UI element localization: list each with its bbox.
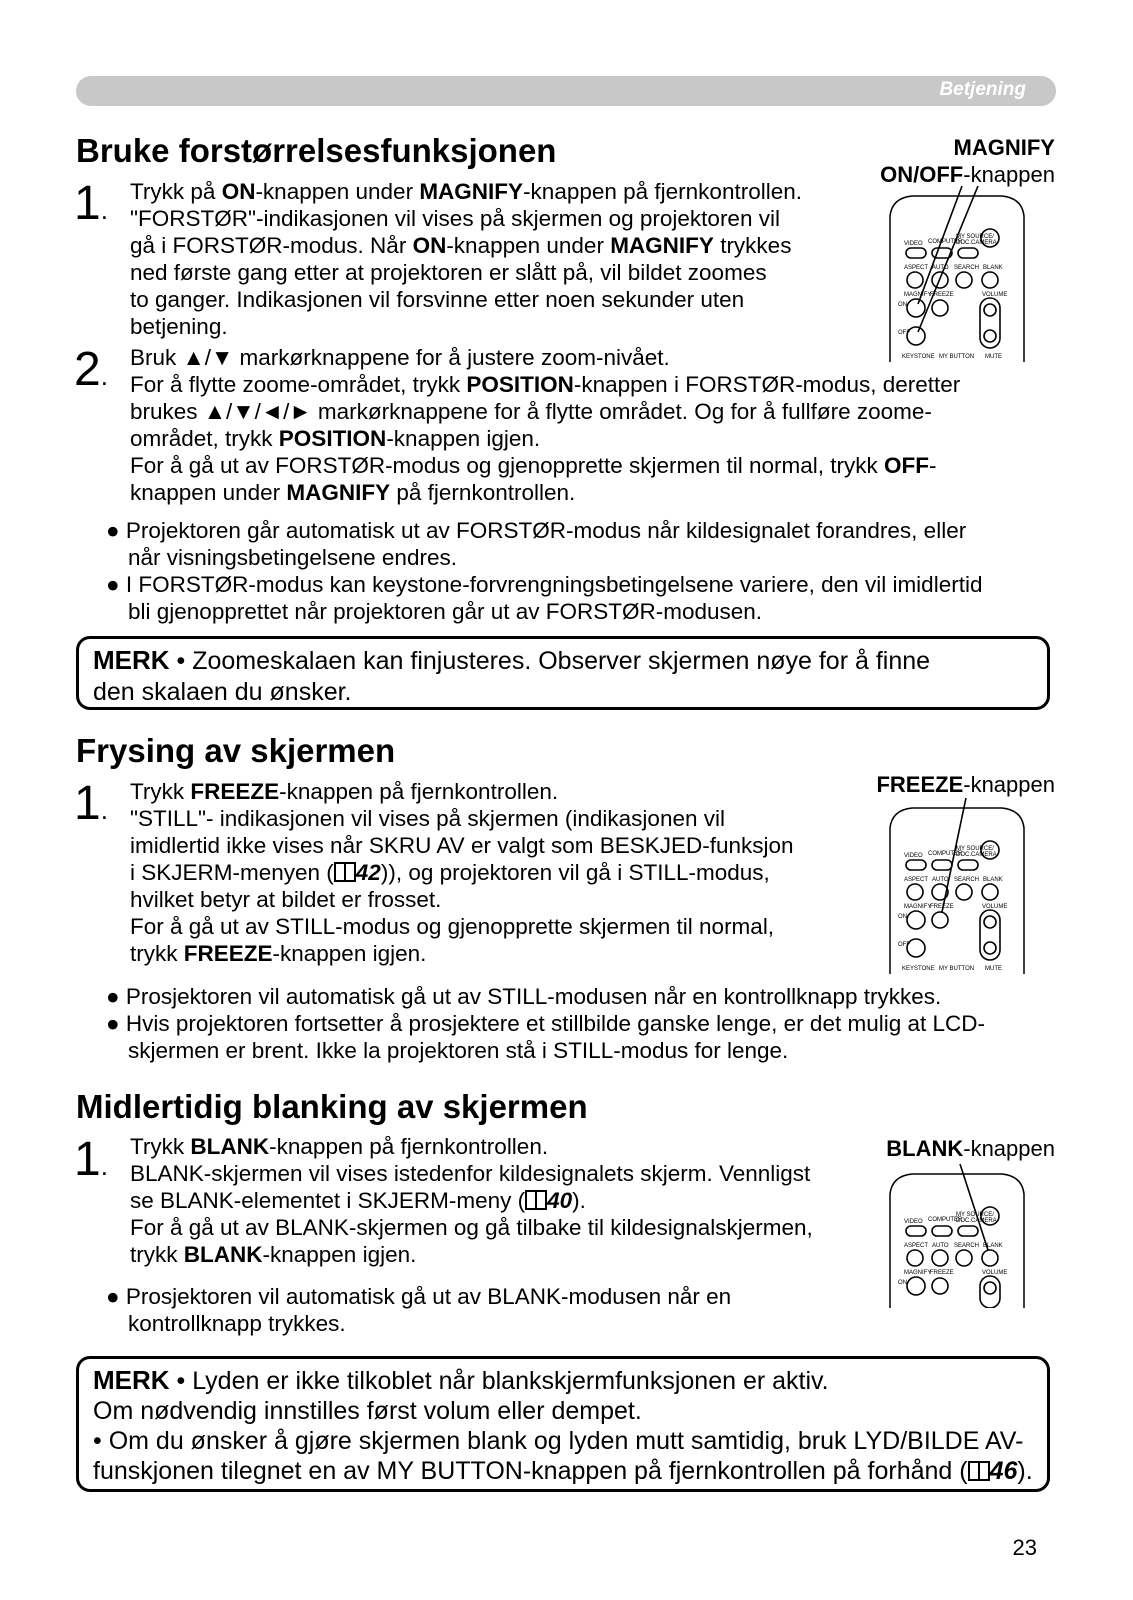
svg-text:MAGNIFY: MAGNIFY <box>904 292 932 298</box>
section-title-freeze: Frysing av skjermen <box>76 732 396 769</box>
svg-text:AUTO: AUTO <box>932 877 949 883</box>
svg-text:ASPECT: ASPECT <box>904 1243 929 1249</box>
svg-text:BLANK: BLANK <box>983 1243 1003 1249</box>
svg-text:OFF: OFF <box>898 330 910 336</box>
svg-text:FREEZE: FREEZE <box>930 292 954 298</box>
bullet-list: ● Projektoren går automatisk ut av FORSTØR-modus når kildesignalet forandres, eller når visningsbetingelsene endres. ● I FORSTØR-modus kan keystone-forvrengningsbetingelsene variere, den vil imidlertid bli gjenopprettet når projektoren går ut av FORSTØR-modusen. <box>106 518 983 624</box>
remote-illustration-freeze <box>882 798 1032 974</box>
blank-step1-text: Trykk BLANK-knappen på fjernkontrollen. BLANK-skjermen vil vises istedenfor kildesignalets skjerm. Vennligst se BLANK-elementet i SKJERM-meny ( 40). For å gå ut av BLANK-skjermen og gå tilbake til kildesignalskjermen, trykk BLANK-knappen igjen. <box>130 1134 813 1267</box>
svg-text:DOC.CAMERA: DOC.CAMERA <box>956 240 997 246</box>
page-reference[interactable]: 46 <box>989 1457 1018 1485</box>
step-number: 1. <box>74 1133 108 1186</box>
step-number: 1. <box>74 177 108 230</box>
svg-text:ON: ON <box>898 302 907 308</box>
svg-text:DOC.CAMERA: DOC.CAMERA <box>956 1218 997 1224</box>
step2-text: Bruk ▲/▼ markørknappene for å justere zoom-nivået. For å flytte zoome-området, trykk POSITION-knappen i FORSTØR-modus, deretter brukes ▲/▼/◄/► markørknappene for å flytte området. Og for å fullføre zoome- området, trykk POSITION-knappen igjen. For å gå ut av FORSTØR-modus og gjenopprette skjermen til normal, trykk OFF- knappen under MAGNIFY på fjernkontrollen. <box>130 345 961 505</box>
svg-text:AUTO: AUTO <box>932 265 949 271</box>
svg-text:ON: ON <box>898 914 907 920</box>
svg-text:ASPECT: ASPECT <box>904 877 929 883</box>
step-number: 2. <box>74 343 108 396</box>
note-box: MERK • Zoomeskalaen kan finjusteres. Observer skjermen nøye for å finne den skalaen du ønsker. <box>76 636 1050 710</box>
page-number: 23 <box>1012 1535 1037 1560</box>
page-reference[interactable]: 40 <box>547 1188 573 1213</box>
caption-line-2: ON/OFF-knappen <box>880 162 1055 187</box>
note-box: MERK • Lyden er ikke tilkoblet når blankskjermfunksjonen er aktiv. Om nødvendig innstilles først volum eller dempet. • Om du ønsker å gjøre skjermen blank og lyden mutt samtidig, bruk LYD/BILDE AV- funskjonen tilegnet en av MY BUTTON-knappen på fjernkontrollen på forhånd ( 46). <box>76 1356 1050 1492</box>
svg-text:COMPUTER: COMPUTER <box>928 1217 963 1223</box>
svg-text:BLANK: BLANK <box>983 265 1003 271</box>
svg-text:SEARCH: SEARCH <box>954 265 980 271</box>
svg-text:BLANK: BLANK <box>983 877 1003 883</box>
svg-text:MAGNIFY: MAGNIFY <box>904 1270 932 1276</box>
svg-text:MY BUTTON: MY BUTTON <box>939 966 975 972</box>
header-bar <box>76 76 1056 106</box>
svg-text:MY SOURCE/: MY SOURCE/ <box>956 846 994 852</box>
book-reference-icon <box>334 862 356 882</box>
section-title-magnify: Bruke forstørrelsesfunksjonen <box>76 132 557 169</box>
book-reference-icon <box>968 1461 990 1481</box>
svg-text:COMPUTER: COMPUTER <box>928 851 963 857</box>
freeze-step1-text: Trykk FREEZE-knappen på fjernkontrollen. "STILL"- indikasjonen vil vises på skjermen (indikasjonen vil imidlertid ikke vises når SKRU AV er valgt som BESKJED-funksjon i SKJERM-menyen ( 42)), og projektoren vil gå i STILL-modus, hvilket betyr at bildet er frosset. For å gå ut av STILL-modus og gjenopprette skjermen til normal, trykk FREEZE-knappen igjen. <box>130 779 794 966</box>
svg-text:MUTE: MUTE <box>985 966 1002 972</box>
freeze-caption: FREEZE-knappen <box>876 772 1055 797</box>
svg-text:COMPUTER: COMPUTER <box>928 239 963 245</box>
svg-text:VOLUME: VOLUME <box>982 904 1008 910</box>
svg-text:VIDEO: VIDEO <box>904 853 923 859</box>
magnify-caption <box>880 134 1055 188</box>
page-reference[interactable]: 42 <box>355 860 381 885</box>
svg-text:KEYSTONE: KEYSTONE <box>902 354 935 360</box>
svg-text:VIDEO: VIDEO <box>904 241 923 247</box>
step1-text: Trykk på ON-knappen under MAGNIFY-knappen på fjernkontrollen. "FORSTØR"-indikasjonen vil vises på skjermen og projektoren vil gå i FORSTØR-modus. Når ON-knappen under MAGNIFY trykkes ned første gang etter at projektoren er slått på, vil bildet zoomes to ganger. Indikasjonen vil forsvinne etter noen sekunder uten betjening. <box>130 179 802 339</box>
svg-text:SEARCH: SEARCH <box>954 877 980 883</box>
caption-line-1: MAGNIFY <box>953 135 1055 160</box>
svg-text:VOLUME: VOLUME <box>982 1270 1008 1276</box>
svg-text:ON: ON <box>898 1280 907 1286</box>
step-number: 1. <box>74 777 108 830</box>
bullet-list: ● Prosjektoren vil automatisk gå ut av BLANK-modusen når en kontrollknapp trykkes. <box>106 1284 732 1336</box>
svg-text:DOC.CAMERA: DOC.CAMERA <box>956 852 997 858</box>
svg-text:MY BUTTON: MY BUTTON <box>939 354 975 360</box>
section-label: Betjening <box>939 79 1026 100</box>
svg-text:MY SOURCE/: MY SOURCE/ <box>956 1212 994 1218</box>
bullet-list: ● Prosjektoren vil automatisk gå ut av STILL-modusen når en kontrollknapp trykkes. ● Hvis projektoren fortsetter å prosjektere et stillbilde ganske lenge, er det mulig at LCD- skjermen er brent. Ikke la projektoren stå i STILL-modus for lenge. <box>106 984 985 1063</box>
svg-text:MAGNIFY: MAGNIFY <box>904 904 932 910</box>
svg-text:FREEZE: FREEZE <box>930 904 954 910</box>
svg-text:OFF: OFF <box>898 942 910 948</box>
svg-text:FREEZE: FREEZE <box>930 1270 954 1276</box>
svg-text:MUTE: MUTE <box>985 354 1002 360</box>
remote-illustration-blank <box>882 1164 1032 1308</box>
section-title-blank: Midlertidig blanking av skjermen <box>76 1088 588 1125</box>
svg-text:VIDEO: VIDEO <box>904 1219 923 1225</box>
svg-text:KEYSTONE: KEYSTONE <box>902 966 935 972</box>
svg-text:MY SOURCE/: MY SOURCE/ <box>956 234 994 240</box>
blank-caption: BLANK-knappen <box>886 1136 1055 1161</box>
svg-text:VOLUME: VOLUME <box>982 292 1008 298</box>
remote-illustration-magnify <box>882 186 1032 362</box>
svg-text:AUTO: AUTO <box>932 1243 949 1249</box>
svg-text:SEARCH: SEARCH <box>954 1243 980 1249</box>
svg-text:ASPECT: ASPECT <box>904 265 929 271</box>
book-reference-icon <box>525 1190 547 1210</box>
